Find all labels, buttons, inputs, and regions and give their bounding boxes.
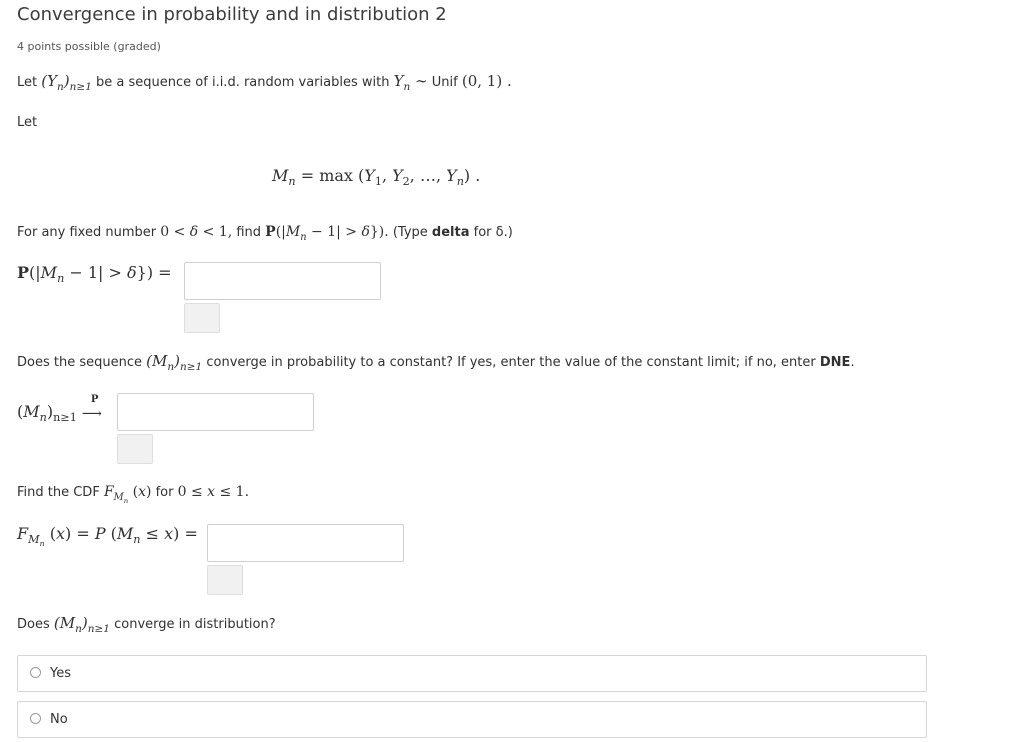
q2-prompt: [17, 352, 855, 373]
q2-answer-input[interactable]: [117, 393, 314, 431]
intro-let: Let: [17, 75, 38, 90]
q4-sequence: $(M_n)_{n\ge 1}$: [53, 614, 110, 635]
intro-sequence: $(Y_n)_{n\ge 1}$: [41, 72, 92, 93]
convergence-arrow-label: P: [90, 393, 99, 405]
q2-lhs: $(M_n)_{n\ge 1}$ P ⟶: [17, 402, 110, 424]
q3-range: 0 ≤ x ≤ 1.: [177, 484, 250, 500]
q3-answer-input[interactable]: [207, 524, 404, 562]
choice-no-label: No: [50, 712, 68, 727]
intro-dist: Unif: [431, 75, 458, 90]
q1-prompt: [17, 224, 513, 243]
q4-prefix: Does: [17, 617, 50, 632]
q4-prompt: [17, 614, 276, 635]
intro-yn: $Y_n$ ∼: [393, 72, 428, 93]
q2-end: .: [850, 355, 855, 370]
q1-answer-input[interactable]: [184, 262, 381, 300]
q1-prefix: For any fixed number: [17, 225, 157, 240]
radio-yes[interactable]: [30, 667, 41, 678]
q2-check-button[interactable]: [117, 434, 153, 464]
q2-dne: DNE: [819, 355, 851, 370]
let-label: Let: [17, 115, 38, 130]
q1-check-button[interactable]: [184, 303, 220, 333]
q2-prefix: Does the sequence: [17, 355, 142, 370]
q4-suffix: converge in distribution?: [114, 617, 276, 632]
q1-find: find: [236, 225, 262, 240]
q3-prompt: [17, 484, 249, 505]
choice-yes[interactable]: [17, 655, 927, 692]
arrow-icon: ⟶: [81, 405, 102, 422]
q3-prefix: Find the CDF: [17, 485, 100, 500]
q3-lhs: $F_{M_n}$ (x) = P $(M_n \le x)$ =: [17, 524, 198, 549]
q1-expr: $P(|M_n - 1| > \delta\}$).: [265, 224, 389, 243]
convergence-arrow: [81, 393, 110, 423]
problem-title: Convergence in probability and in distribution 2: [17, 4, 447, 25]
definition-equation: [272, 166, 480, 188]
q3-for: for: [155, 485, 174, 500]
intro-middle: be a sequence of i.i.d. random variables with: [96, 75, 390, 90]
q2-suffix: converge in probability to a constant? If yes, enter the value of the constant limit; if no, enter: [206, 355, 816, 370]
intro-params: (0, 1) .: [461, 72, 512, 90]
choice-no[interactable]: [17, 701, 927, 738]
q1-type-suffix: for δ.): [473, 225, 513, 240]
choice-yes-label: Yes: [50, 666, 71, 681]
definition-equation-text: $M_n = \max (Y_1$, $Y_2$, …, $Y_n$) .: [272, 166, 481, 189]
q3-cdf: $F_{M_n}$ (x): [103, 484, 152, 505]
q2-sequence: $(M_n)_{n\ge 1}$: [146, 352, 203, 373]
q1-lhs: $P(|M_n - 1| > \delta\}$) =: [17, 263, 172, 286]
radio-no[interactable]: [30, 713, 41, 724]
q1-type-word: delta: [431, 225, 470, 240]
q1-type-prefix: (Type: [392, 225, 428, 240]
intro-line: [17, 72, 512, 93]
q3-check-button[interactable]: [207, 565, 243, 595]
q1-range: 0 < δ < 1,: [160, 224, 233, 240]
points-label: 4 points possible (graded): [17, 40, 161, 53]
